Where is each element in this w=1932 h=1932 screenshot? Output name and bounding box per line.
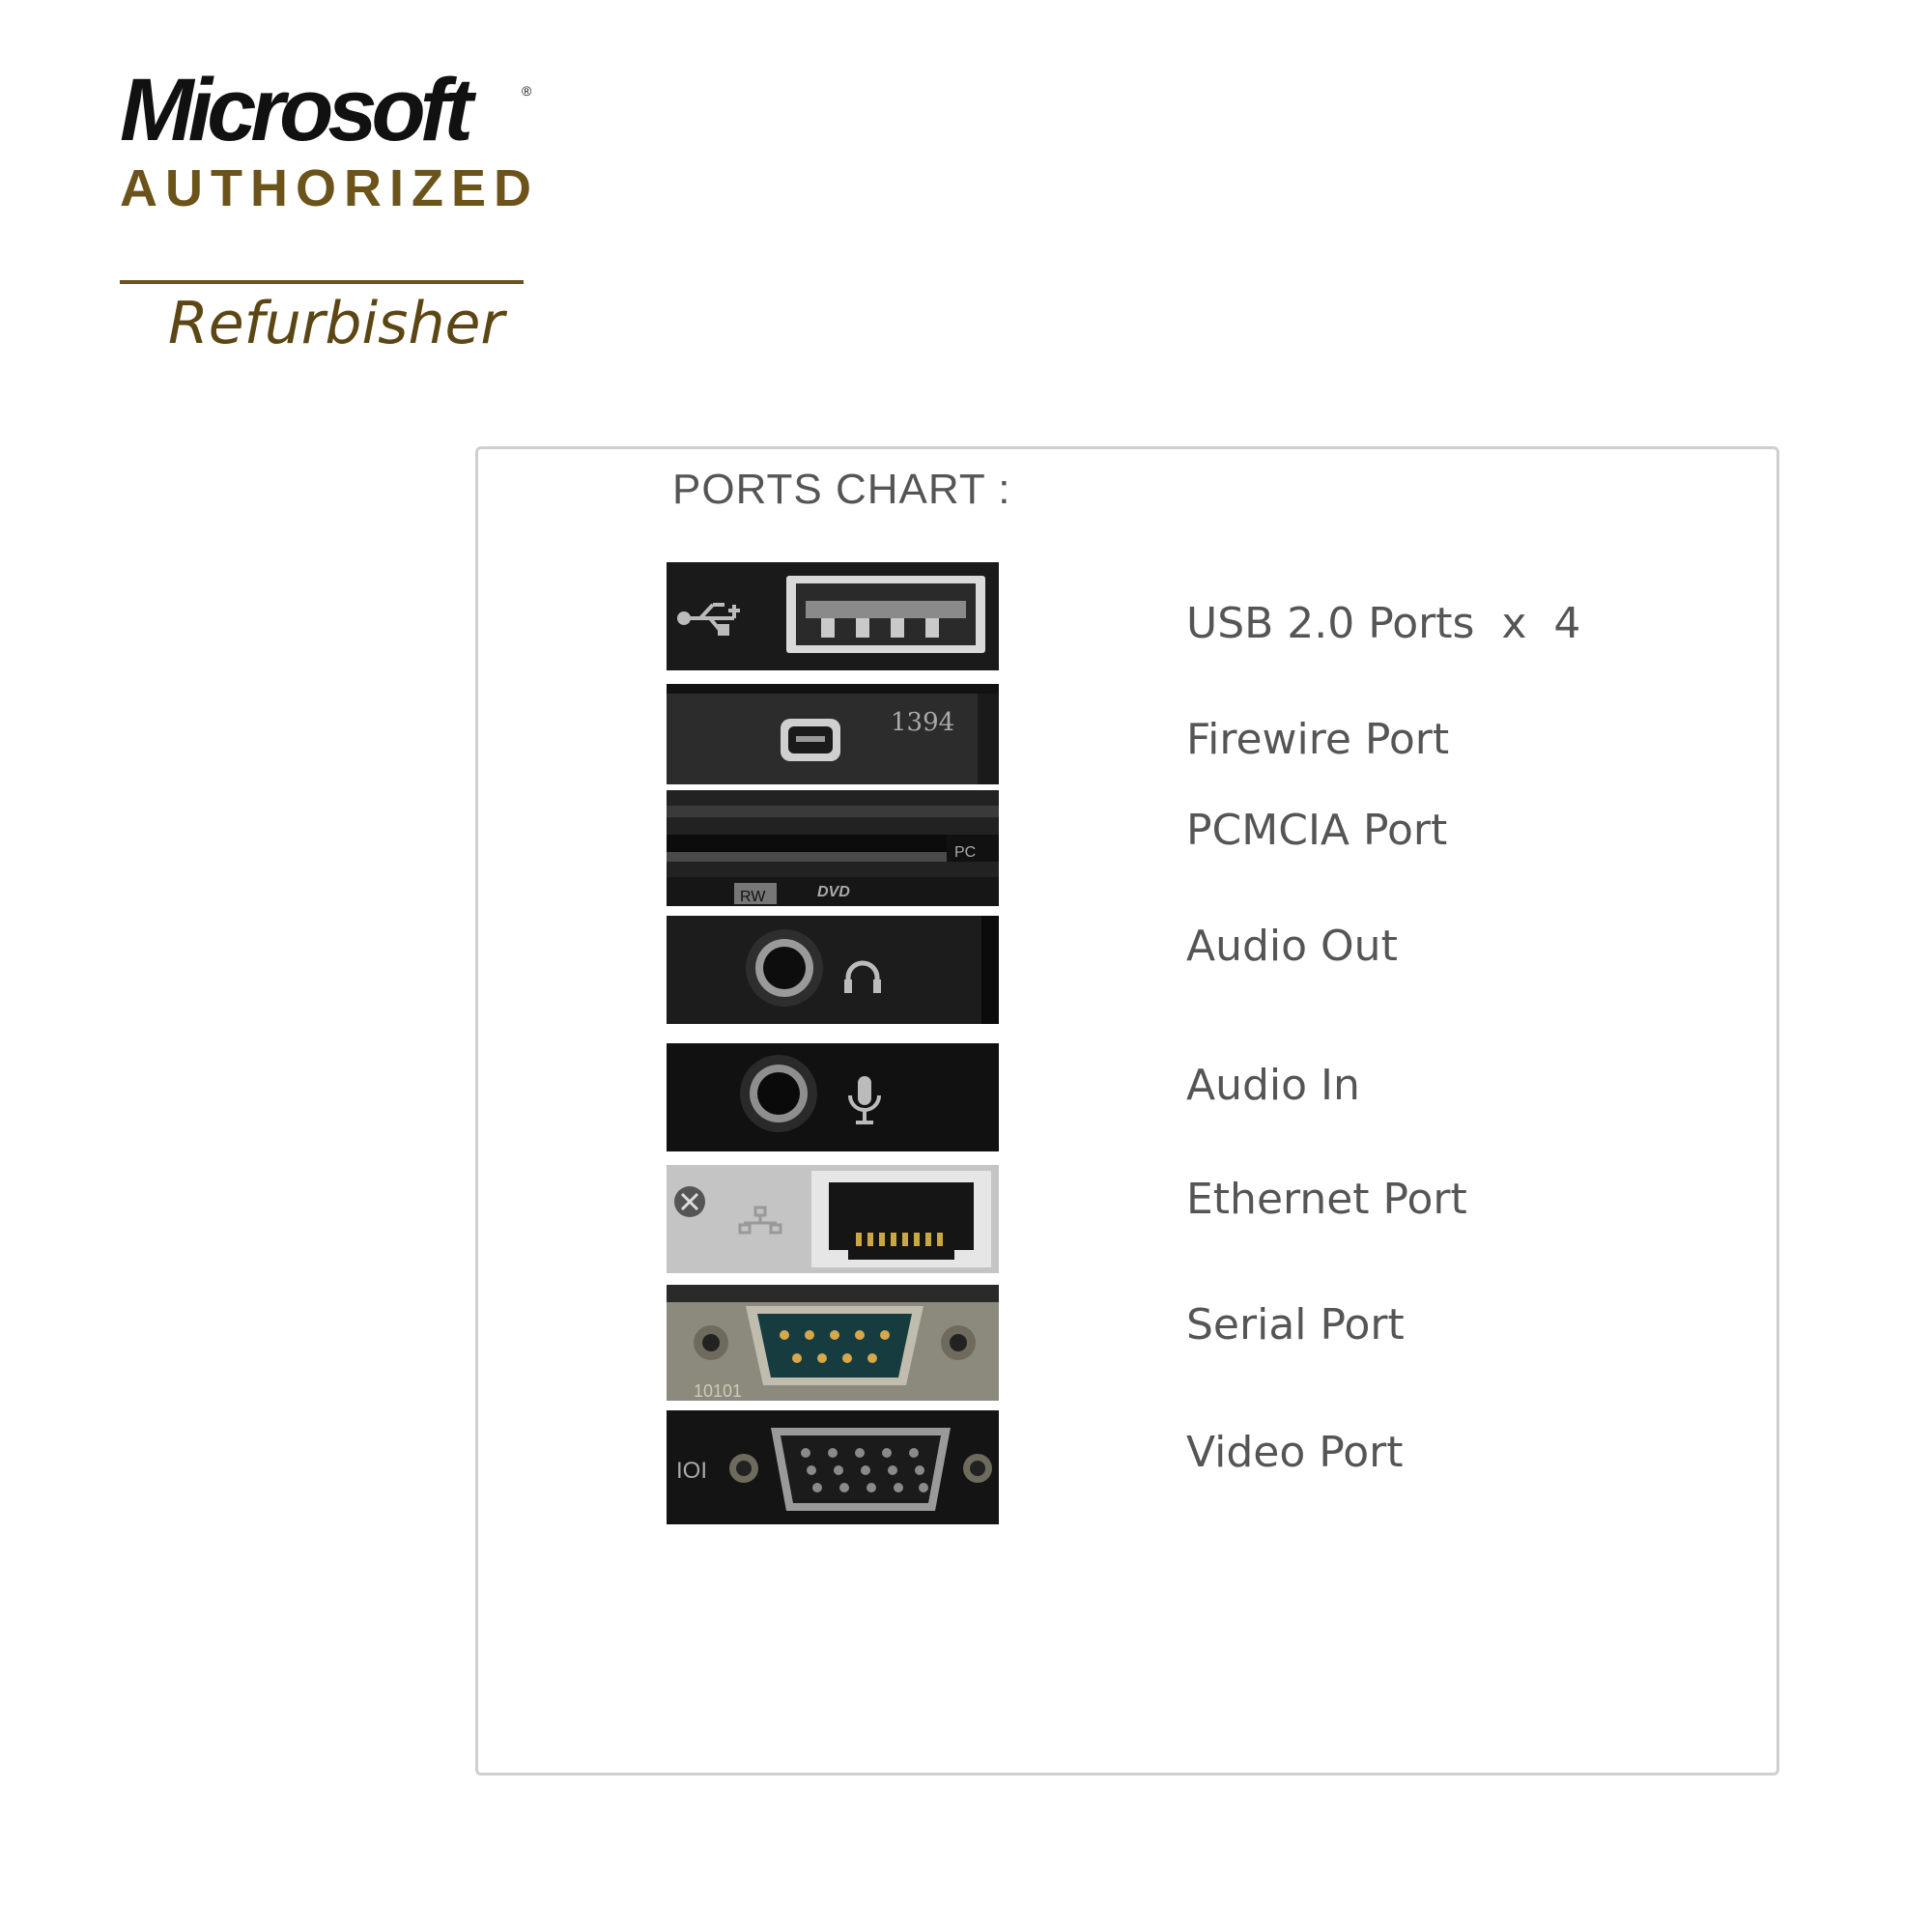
audio-out-jack-icon bbox=[667, 916, 999, 1024]
vga-marking: IOI bbox=[676, 1458, 708, 1484]
port-label-firewire: Firewire Port bbox=[1186, 715, 1450, 764]
logo-tagline: AUTHORIZED bbox=[120, 159, 539, 217]
port-label-audio-out: Audio Out bbox=[1186, 922, 1398, 971]
logo-registered-mark: ® bbox=[522, 83, 532, 99]
firewire-marking: 1394 bbox=[891, 708, 955, 737]
port-label-ethernet: Ethernet Port bbox=[1186, 1175, 1467, 1224]
logo-divider bbox=[120, 280, 524, 284]
logo-role: Refurbisher bbox=[168, 290, 505, 357]
pcmcia-dvd-marking: DVD bbox=[817, 884, 850, 900]
pcmcia-pc-marking: PC bbox=[954, 844, 977, 861]
vga-port-icon bbox=[667, 1410, 999, 1524]
firewire-port-icon bbox=[667, 684, 999, 784]
port-label-usb: USB 2.0 Ports x 4 bbox=[1186, 599, 1581, 648]
microsoft-authorized-refurbisher-logo bbox=[116, 61, 541, 357]
port-label-audio-in: Audio In bbox=[1186, 1061, 1360, 1110]
pcmcia-port-icon bbox=[667, 790, 999, 906]
audio-in-jack-icon bbox=[667, 1043, 999, 1151]
serial-port-icon bbox=[667, 1285, 999, 1401]
usb-port-icon bbox=[667, 562, 999, 670]
ports-chart-title: PORTS CHART : bbox=[672, 466, 1011, 513]
pcmcia-rw-marking: RW bbox=[740, 889, 766, 905]
logo-brand: Microsoft bbox=[120, 61, 468, 159]
serial-marking: 10101 bbox=[694, 1381, 743, 1401]
ethernet-port-icon bbox=[667, 1165, 999, 1273]
port-label-video: Video Port bbox=[1186, 1428, 1404, 1477]
port-label-pcmcia: PCMCIA Port bbox=[1186, 806, 1448, 855]
port-label-serial: Serial Port bbox=[1186, 1300, 1405, 1350]
